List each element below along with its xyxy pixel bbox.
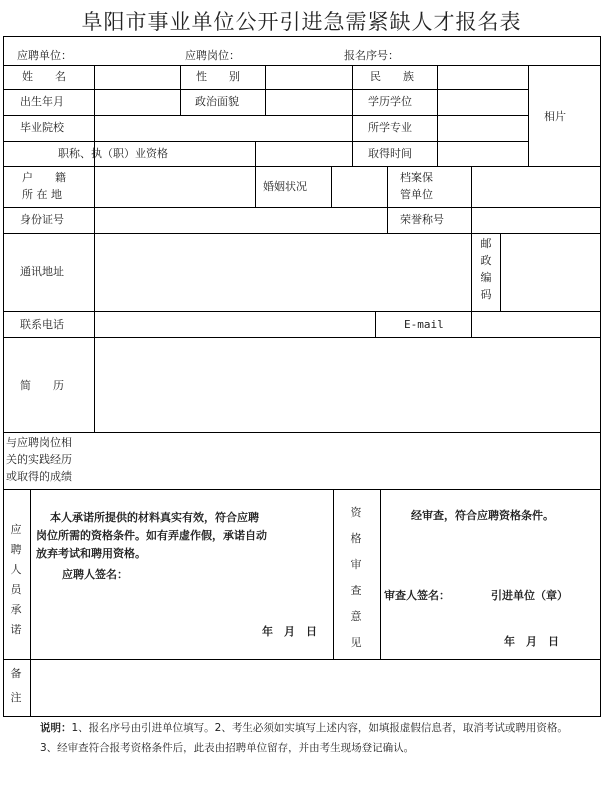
remarks-label: 备注 (10, 667, 22, 704)
education-label: 学历学位 (368, 95, 412, 108)
archive-label-line2: 管单位 (400, 188, 433, 201)
note-text: 1、报名序号由引进单位填写。2、考生必须如实填写上述内容，如填报虚假信息者，取消考试或聘用资格。3、经审查符合报考资格条件后，此表由招聘单位留存，并由考生现场登记确认。 (40, 722, 568, 754)
col-divider (333, 489, 334, 659)
row-divider (3, 659, 601, 660)
honors-label: 荣誉称号 (400, 213, 444, 226)
commitment-text-line2: 岗位所需的资格条件。如有弄虚作假，承诺自动 (36, 529, 267, 542)
major-label: 所学专业 (368, 121, 412, 134)
politics-label: 政治面貌 (195, 95, 239, 108)
marriage-label: 婚姻状况 (263, 180, 307, 193)
hukou-label-line2: 所 在 地 (22, 188, 62, 201)
apply-unit-label: 应聘单位： (17, 49, 72, 62)
col-divider (30, 489, 31, 717)
col-divider (437, 65, 438, 166)
col-divider (352, 65, 353, 166)
col-divider (94, 166, 95, 432)
row-divider (3, 311, 601, 312)
row-divider (3, 207, 601, 208)
experience-label-line2: 关的实践经历 (6, 453, 72, 466)
unit-seal-label: 引进单位（章） (491, 589, 568, 602)
note-label: 说明： (40, 722, 72, 734)
table-border-right (600, 36, 601, 717)
id-number-label: 身份证号 (20, 213, 64, 226)
birth-label: 出生年月 (20, 95, 64, 108)
address-label: 通讯地址 (20, 265, 64, 278)
hukou-label-line1: 户 籍 (22, 171, 66, 184)
commitment-date: 年 月 日 (262, 625, 317, 638)
col-divider (331, 166, 332, 207)
col-divider (528, 65, 529, 166)
row-divider (3, 337, 601, 338)
qualification-label: 职称、执（职）业资格 (58, 147, 168, 160)
row-divider (3, 115, 528, 116)
col-divider (255, 141, 256, 166)
gender-label: 性 别 (196, 70, 240, 83)
review-label: 资格审查意见 (350, 506, 362, 649)
col-divider (471, 233, 472, 337)
col-divider (380, 489, 381, 659)
reviewer-signature-label: 审查人签名： (384, 589, 450, 602)
col-divider (387, 166, 388, 233)
row-divider (3, 233, 601, 234)
archive-label-line1: 档案保 (400, 171, 433, 184)
applicant-signature-label: 应聘人签名： (62, 568, 128, 581)
row-divider (3, 141, 528, 142)
review-date: 年 月 日 (504, 635, 559, 648)
col-divider (375, 311, 376, 337)
postcode-label: 邮政编码 (480, 237, 492, 301)
instructions-note (40, 718, 580, 758)
col-divider (94, 65, 95, 89)
resume-label: 简 历 (20, 379, 64, 392)
row-divider (3, 432, 601, 433)
row-divider (3, 65, 601, 66)
commitment-label: 应聘人员承诺 (10, 523, 22, 636)
apply-position-label: 应聘岗位： (185, 49, 240, 62)
col-divider (180, 65, 181, 115)
col-divider (255, 166, 256, 207)
experience-label-line3: 或取得的成绩 (6, 470, 72, 483)
row-divider (3, 166, 601, 167)
school-label: 毕业院校 (20, 121, 64, 134)
form-table (3, 36, 601, 717)
row-divider (3, 489, 601, 490)
experience-label-line1: 与应聘岗位相 (6, 436, 72, 449)
commitment-text-line1: 本人承诺所提供的材料真实有效，符合应聘 (50, 511, 259, 524)
commitment-text-line3: 放弃考试和聘用资格。 (36, 547, 146, 560)
form-title: 阜阳市事业单位公开引进急需紧缺人才报名表 (81, 10, 522, 34)
email-label: E-mail (404, 318, 444, 331)
phone-label: 联系电话 (20, 318, 64, 331)
col-divider (500, 233, 501, 311)
obtained-time-label: 取得时间 (368, 147, 412, 160)
photo-label: 相片 (544, 110, 566, 123)
ethnicity-label: 民 族 (370, 70, 414, 83)
name-label: 姓 名 (22, 70, 66, 83)
col-divider (265, 65, 266, 115)
col-divider (471, 166, 472, 233)
serial-number-label: 报名序号： (344, 49, 399, 62)
review-result: 经审查，符合应聘资格条件。 (411, 509, 554, 522)
